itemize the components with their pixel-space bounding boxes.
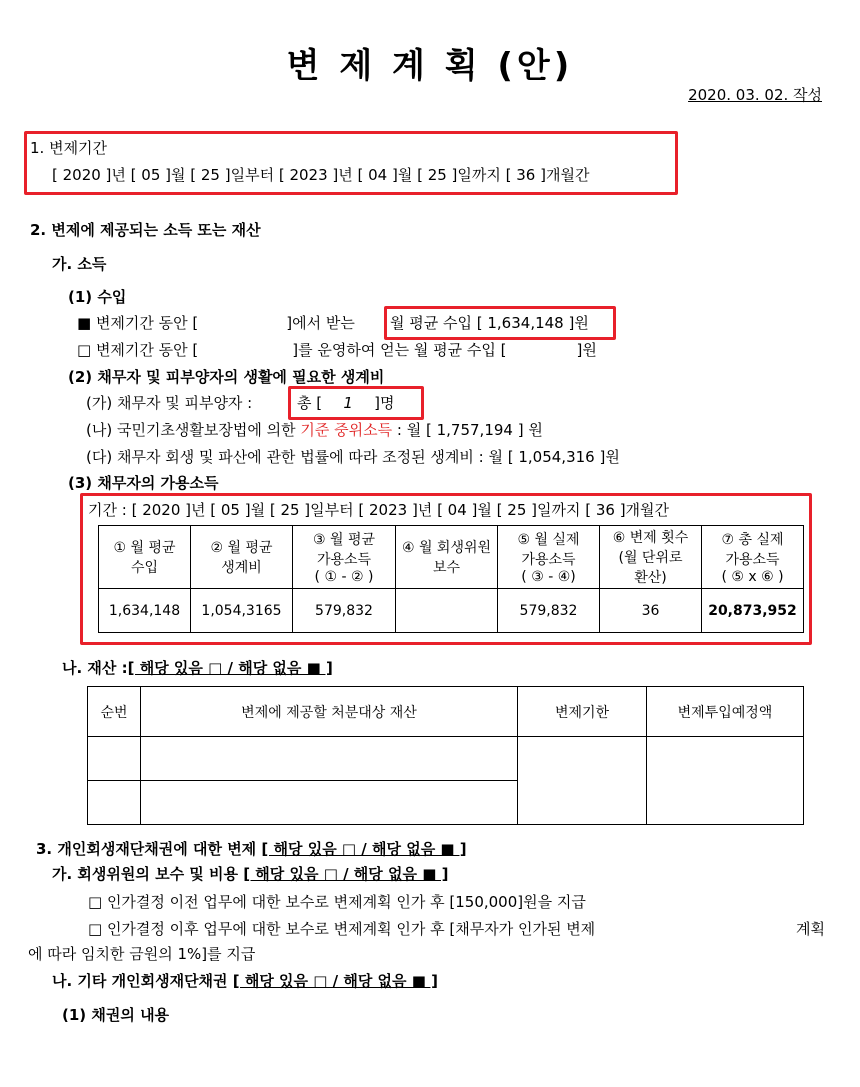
header-total-disposable: ⑦ 총 실제 가용소득 ( ⑤ x ⑥ ) — [702, 526, 804, 589]
revenue-option-salary — [77, 312, 355, 333]
property-table — [87, 686, 804, 825]
header-seq: 순번 — [88, 687, 141, 737]
other-claims-applicability: [ 해당 있음 □ / 해당 없음 ■ ] — [232, 972, 439, 990]
header-monthly-disposable: ③ 월 평균 가용소득 ( ① - ② ) — [293, 526, 396, 589]
business-label-end: ]원 — [576, 341, 597, 359]
header-property: 변제에 제공할 처분대상 재산 — [141, 687, 518, 737]
table-cell — [88, 781, 141, 825]
median-income-term: 기준 중위소득 — [300, 421, 393, 439]
date-written: 2020. 03. 02. 작성 — [688, 86, 822, 104]
value-trustee-fee — [396, 589, 498, 633]
other-claims-heading: 나. 기타 개인회생재단채권 [ 해당 있음 □ / 해당 없음 ■ ] — [52, 972, 439, 990]
value-repayment-count: 36 — [600, 589, 702, 633]
dependents-label: (가) 채무자 및 피부양자 : — [86, 394, 253, 412]
property-applicability: [ 해당 있음 □ / 해당 없음 ■ ] — [127, 659, 333, 677]
claim-content-heading: (1) 채권의 내용 — [62, 1006, 170, 1024]
disposable-income-table — [98, 525, 804, 633]
header-trustee-fee: ④ 월 회생위원 보수 — [396, 526, 498, 589]
header-deadline: 변제기한 — [518, 687, 647, 737]
fee-before-approval: □ 인가결정 이전 업무에 대한 보수로 변제계획 인가 후 [150,000]원을 지급 — [88, 893, 586, 911]
income-heading: 가. 소득 — [52, 255, 107, 273]
trustee-fee-applicability: [ 해당 있음 □ / 해당 없음 ■ ] — [243, 865, 449, 883]
header-repayment-count: ⑥ 변제 횟수 (월 단위로 환산) — [600, 526, 702, 589]
section3-heading: 3. 개인회생재단채권에 대한 변제 [ 해당 있음 □ / 해당 없음 ■ ] — [36, 840, 467, 858]
section2-heading: 2. 변제에 제공되는 소득 또는 재산 — [30, 221, 261, 239]
value-monthly-income: 1,634,148 — [99, 589, 191, 633]
section1-heading: 1. 변제기간 — [30, 139, 108, 157]
value-monthly-living-cost: 1,054,3165 — [191, 589, 293, 633]
header-actual-disposable: ⑤ 월 실제 가용소득 ( ③ - ④) — [498, 526, 600, 589]
fee-after-approval: □ 인가결정 이후 업무에 대한 보수로 변제계획 인가 후 [채무자가 인가된 변제 — [88, 920, 596, 938]
header-amount: 변제투입예정액 — [647, 687, 804, 737]
table-cell — [141, 781, 518, 825]
business-label: □ 변제기간 동안 [ — [77, 341, 199, 359]
disposable-income-period: 기간 : [ 2020 ]년 [ 05 ]월 [ 25 ]일부터 [ 2023 ]년 [ 04 ]월 [ 25 ]일까지 [ 36 ]개월간 — [88, 501, 670, 519]
dependents-count: 총 [ 1 ]명 — [297, 394, 395, 412]
table-cell — [647, 737, 804, 825]
trustee-fee-heading: 가. 회생위원의 보수 및 비용 [ 해당 있음 □ / 해당 없음 ■ ] — [52, 865, 449, 883]
value-actual-disposable: 579,832 — [498, 589, 600, 633]
period-highlight-box — [24, 131, 678, 195]
header-monthly-living-cost: ② 월 평균 생계비 — [191, 526, 293, 589]
revenue-heading: (1) 수입 — [68, 288, 127, 306]
value-monthly-disposable: 579,832 — [293, 589, 396, 633]
living-cost-heading: (2) 채무자 및 피부양자의 생활에 필요한 생계비 — [68, 368, 385, 386]
salary-label-mid: ]에서 받는 — [286, 314, 355, 332]
salary-label: ■ 변제기간 동안 [ — [77, 314, 199, 332]
monthly-income: 월 평균 수입 [ 1,634,148 ]원 — [390, 314, 589, 332]
property-heading: 나. 재산 :[ 해당 있음 □ / 해당 없음 ■ ] — [62, 659, 333, 677]
median-income-line: (나) 국민기초생활보장법에 의한 기준 중위소득 : 월 [ 1,757,194 ] 원 — [86, 421, 543, 439]
value-total-disposable: 20,873,952 — [702, 589, 804, 633]
adjusted-living-cost: (다) 채무자 회생 및 파산에 관한 법률에 따라 조정된 생계비 : 월 [ 1,054,316 ]원 — [86, 448, 620, 466]
revenue-option-business — [77, 339, 597, 360]
disposable-income-heading: (3) 채무자의 가용소득 — [68, 474, 219, 492]
table-cell — [88, 737, 141, 781]
section3-applicability: [ 해당 있음 □ / 해당 없음 ■ ] — [261, 840, 467, 858]
business-label-mid: ]를 운영하여 얻는 월 평균 수입 [ — [292, 341, 507, 359]
fee-after-approval-cont: 계획 — [796, 920, 825, 938]
header-monthly-income: ① 월 평균 수입 — [99, 526, 191, 589]
repayment-period: [ 2020 ]년 [ 05 ]월 [ 25 ]일부터 [ 2023 ]년 [ 04 ]월 [ 25 ]일까지 [ 36 ]개월간 — [52, 166, 590, 184]
table-cell — [518, 737, 647, 825]
fee-after-approval-end: 에 따라 임치한 금원의 1%]를 지급 — [28, 945, 256, 963]
document-title: 변 제 계 획 (안) — [286, 46, 574, 86]
table-cell — [141, 737, 518, 781]
